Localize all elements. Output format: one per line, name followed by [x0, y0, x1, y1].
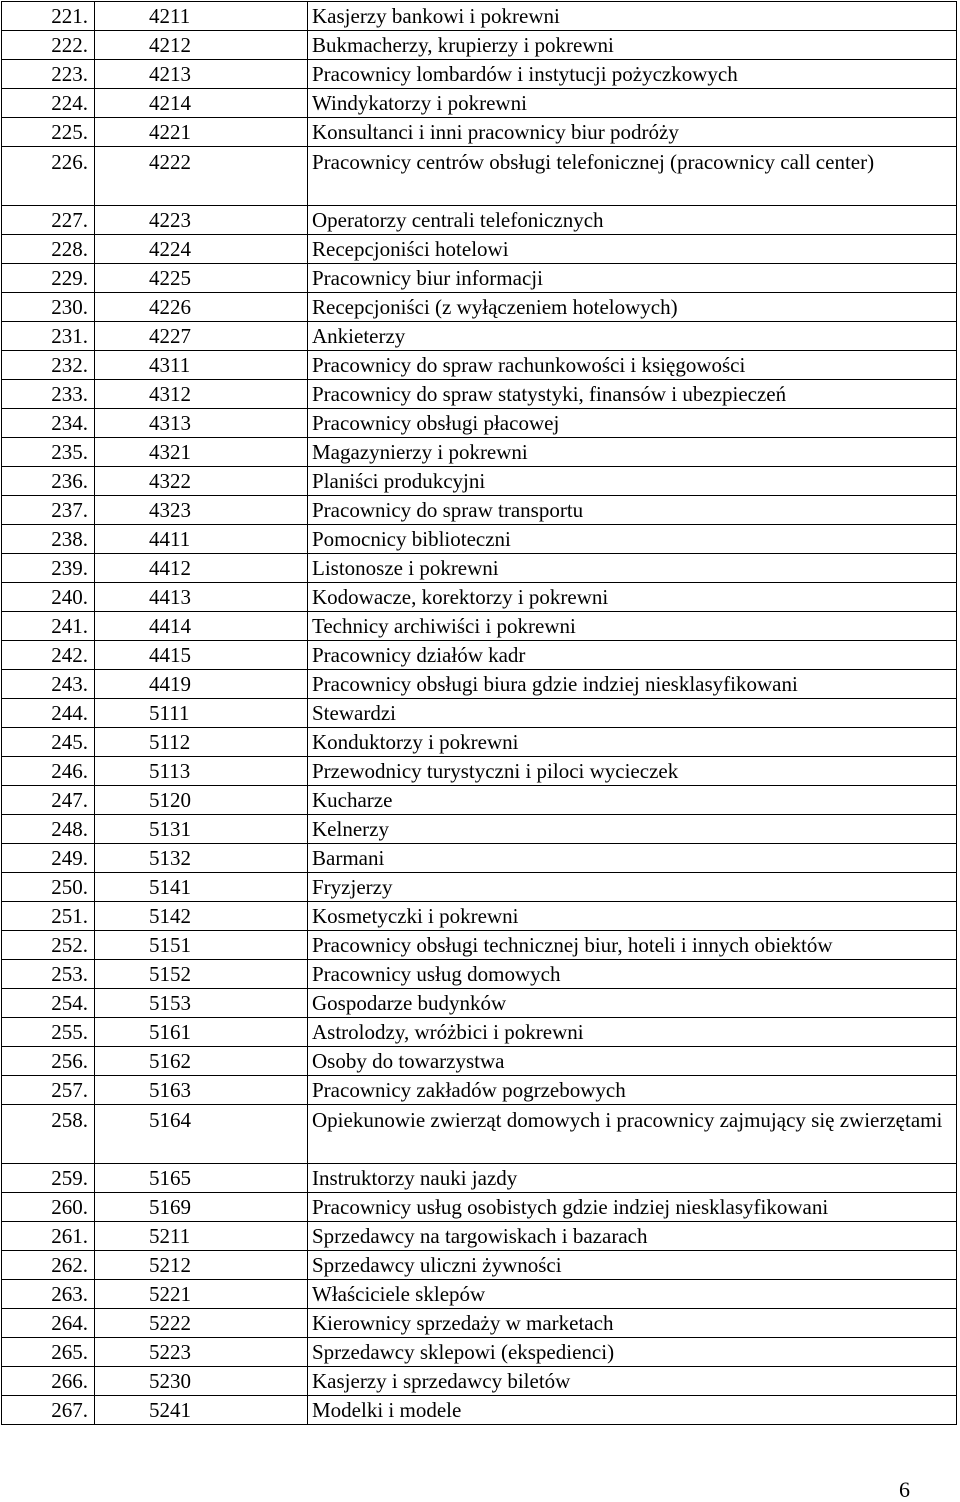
- table-row: [2, 264, 957, 293]
- table-row: [2, 206, 957, 235]
- occupation-name-cell: Kosmetyczki i pokrewni: [308, 902, 957, 931]
- row-number-cell: 230.: [2, 293, 95, 322]
- row-number-cell: 250.: [2, 873, 95, 902]
- occupation-name-cell: Recepcjoniści hotelowi: [308, 235, 957, 264]
- occupation-code-cell: 4226: [95, 293, 308, 322]
- row-number-cell: 242.: [2, 641, 95, 670]
- table-row: [2, 235, 957, 264]
- occupation-code-cell: 5113: [95, 757, 308, 786]
- occupation-code-cell: 5223: [95, 1338, 308, 1367]
- occupation-code-cell: 5211: [95, 1222, 308, 1251]
- table-row: [2, 322, 957, 351]
- row-number-cell: 244.: [2, 699, 95, 728]
- table-row: [2, 1280, 957, 1309]
- table-row: [2, 60, 957, 89]
- occupation-name-cell: Kasjerzy bankowi i pokrewni: [308, 2, 957, 31]
- row-number-cell: 222.: [2, 31, 95, 60]
- row-number-cell: 263.: [2, 1280, 95, 1309]
- row-number-cell: 233.: [2, 380, 95, 409]
- occupation-code-cell: 5132: [95, 844, 308, 873]
- occupation-code-cell: 4221: [95, 118, 308, 147]
- row-number-cell: 254.: [2, 989, 95, 1018]
- row-number-cell: 255.: [2, 1018, 95, 1047]
- row-number-cell: 260.: [2, 1193, 95, 1222]
- row-number-cell: 259.: [2, 1164, 95, 1193]
- occupation-code-cell: 5162: [95, 1047, 308, 1076]
- occupation-name-cell: Magazynierzy i pokrewni: [308, 438, 957, 467]
- occupation-name-cell: Planiści produkcyjni: [308, 467, 957, 496]
- occupation-table: [1, 1, 957, 1425]
- table-row: [2, 438, 957, 467]
- row-number-cell: 256.: [2, 1047, 95, 1076]
- occupation-name-cell: Technicy archiwiści i pokrewni: [308, 612, 957, 641]
- row-number-cell: 234.: [2, 409, 95, 438]
- occupation-code-cell: 4312: [95, 380, 308, 409]
- row-number-cell: 262.: [2, 1251, 95, 1280]
- row-number-cell: 225.: [2, 118, 95, 147]
- table-row: [2, 1338, 957, 1367]
- row-number-cell: 241.: [2, 612, 95, 641]
- row-number-cell: 251.: [2, 902, 95, 931]
- occupation-code-cell: 5151: [95, 931, 308, 960]
- row-number-cell: 228.: [2, 235, 95, 264]
- row-number-cell: 252.: [2, 931, 95, 960]
- table-row: [2, 844, 957, 873]
- occupation-code-cell: 4227: [95, 322, 308, 351]
- occupation-name-cell: Pracownicy obsługi płacowej: [308, 409, 957, 438]
- occupation-code-cell: 4412: [95, 554, 308, 583]
- occupation-code-cell: 5142: [95, 902, 308, 931]
- occupation-code-cell: 4419: [95, 670, 308, 699]
- occupation-name-cell: Operatorzy centrali telefonicznych: [308, 206, 957, 235]
- row-number-cell: 261.: [2, 1222, 95, 1251]
- occupation-code-cell: 5164: [95, 1105, 308, 1164]
- occupation-name-cell: Pracownicy zakładów pogrzebowych: [308, 1076, 957, 1105]
- row-number-cell: 237.: [2, 496, 95, 525]
- table-row: [2, 1193, 957, 1222]
- occupation-name-cell: Kodowacze, korektorzy i pokrewni: [308, 583, 957, 612]
- occupation-code-cell: 5212: [95, 1251, 308, 1280]
- occupation-name-cell: Pracownicy do spraw transportu: [308, 496, 957, 525]
- occupation-name-cell: Właściciele sklepów: [308, 1280, 957, 1309]
- occupation-code-cell: 5141: [95, 873, 308, 902]
- occupation-code-cell: 5111: [95, 699, 308, 728]
- occupation-name-cell: Sprzedawcy na targowiskach i bazarach: [308, 1222, 957, 1251]
- table-row: [2, 1309, 957, 1338]
- table-row: [2, 1367, 957, 1396]
- occupation-code-cell: 4222: [95, 147, 308, 206]
- occupation-name-cell: Sprzedawcy sklepowi (ekspedienci): [308, 1338, 957, 1367]
- page-number: 6: [899, 1477, 910, 1502]
- occupation-name-cell: Pracownicy obsługi biura gdzie indziej niesklasyfikowani: [308, 670, 957, 699]
- occupation-code-cell: 5230: [95, 1367, 308, 1396]
- table-row: [2, 989, 957, 1018]
- table-row: [2, 31, 957, 60]
- row-number-cell: 236.: [2, 467, 95, 496]
- occupation-name-cell: Pracownicy biur informacji: [308, 264, 957, 293]
- occupation-code-cell: 4212: [95, 31, 308, 60]
- table-row: [2, 786, 957, 815]
- table-row: [2, 89, 957, 118]
- row-number-cell: 265.: [2, 1338, 95, 1367]
- table-row: [2, 670, 957, 699]
- table-row: [2, 1222, 957, 1251]
- occupation-code-cell: 4213: [95, 60, 308, 89]
- row-number-cell: 264.: [2, 1309, 95, 1338]
- table-row: [2, 902, 957, 931]
- occupation-code-cell: 4311: [95, 351, 308, 380]
- occupation-code-cell: 4411: [95, 525, 308, 554]
- occupation-name-cell: Gospodarze budynków: [308, 989, 957, 1018]
- row-number-cell: 232.: [2, 351, 95, 380]
- row-number-cell: 231.: [2, 322, 95, 351]
- occupation-name-cell: Bukmacherzy, krupierzy i pokrewni: [308, 31, 957, 60]
- occupation-code-cell: 4214: [95, 89, 308, 118]
- occupation-code-cell: 4224: [95, 235, 308, 264]
- occupation-code-cell: 5221: [95, 1280, 308, 1309]
- table-row: [2, 757, 957, 786]
- occupation-name-cell: Listonosze i pokrewni: [308, 554, 957, 583]
- table-row: [2, 409, 957, 438]
- occupation-name-cell: Pracownicy działów kadr: [308, 641, 957, 670]
- row-number-cell: 227.: [2, 206, 95, 235]
- occupation-code-cell: 4313: [95, 409, 308, 438]
- table-row: [2, 583, 957, 612]
- table-row: [2, 1164, 957, 1193]
- row-number-cell: 253.: [2, 960, 95, 989]
- occupation-name-cell: Fryzjerzy: [308, 873, 957, 902]
- row-number-cell: 246.: [2, 757, 95, 786]
- table-row: [2, 728, 957, 757]
- occupation-name-cell: Sprzedawcy uliczni żywności: [308, 1251, 957, 1280]
- occupation-code-cell: 4322: [95, 467, 308, 496]
- row-number-cell: 221.: [2, 2, 95, 31]
- occupation-code-cell: 5131: [95, 815, 308, 844]
- occupation-name-cell: Kasjerzy i sprzedawcy biletów: [308, 1367, 957, 1396]
- row-number-cell: 266.: [2, 1367, 95, 1396]
- occupation-code-cell: 4414: [95, 612, 308, 641]
- row-number-cell: 240.: [2, 583, 95, 612]
- row-number-cell: 238.: [2, 525, 95, 554]
- occupation-code-cell: 4323: [95, 496, 308, 525]
- table-row: [2, 1076, 957, 1105]
- table-row: [2, 293, 957, 322]
- row-number-cell: 248.: [2, 815, 95, 844]
- occupation-code-cell: 4321: [95, 438, 308, 467]
- occupation-name-cell: Ankieterzy: [308, 322, 957, 351]
- occupation-name-cell: Kelnerzy: [308, 815, 957, 844]
- occupation-code-cell: 4413: [95, 583, 308, 612]
- row-number-cell: 229.: [2, 264, 95, 293]
- table-row: [2, 380, 957, 409]
- occupation-name-cell: Barmani: [308, 844, 957, 873]
- table-row: [2, 1105, 957, 1164]
- row-number-cell: 226.: [2, 147, 95, 206]
- occupation-code-cell: 5161: [95, 1018, 308, 1047]
- occupation-code-cell: 4225: [95, 264, 308, 293]
- table-row: [2, 612, 957, 641]
- occupation-table-body: [2, 2, 957, 1425]
- occupation-name-cell: Astrolodzy, wróżbici i pokrewni: [308, 1018, 957, 1047]
- table-row: [2, 351, 957, 380]
- row-number-cell: 235.: [2, 438, 95, 467]
- occupation-name-cell: Modelki i modele: [308, 1396, 957, 1425]
- occupation-name-cell: Instruktorzy nauki jazdy: [308, 1164, 957, 1193]
- table-row: [2, 525, 957, 554]
- row-number-cell: 239.: [2, 554, 95, 583]
- occupation-code-cell: 5241: [95, 1396, 308, 1425]
- occupation-name-cell: Pracownicy do spraw statystyki, finansów i ubezpieczeń: [308, 380, 957, 409]
- occupation-name-cell: Recepcjoniści (z wyłączeniem hotelowych): [308, 293, 957, 322]
- table-row: [2, 960, 957, 989]
- table-row: [2, 118, 957, 147]
- occupation-name-cell: Kucharze: [308, 786, 957, 815]
- occupation-name-cell: Windykatorzy i pokrewni: [308, 89, 957, 118]
- table-row: [2, 641, 957, 670]
- occupation-name-cell: Pracownicy centrów obsługi telefonicznej (pracownicy call center): [308, 147, 957, 206]
- occupation-name-cell: Opiekunowie zwierząt domowych i pracownicy zajmujący się zwierzętami: [308, 1105, 957, 1164]
- occupation-code-cell: 5120: [95, 786, 308, 815]
- table-row: [2, 1018, 957, 1047]
- occupation-name-cell: Przewodnicy turystyczni i piloci wycieczek: [308, 757, 957, 786]
- occupation-code-cell: 5153: [95, 989, 308, 1018]
- occupation-name-cell: Osoby do towarzystwa: [308, 1047, 957, 1076]
- occupation-name-cell: Pracownicy do spraw rachunkowości i księgowości: [308, 351, 957, 380]
- occupation-name-cell: Pomocnicy biblioteczni: [308, 525, 957, 554]
- table-row: [2, 496, 957, 525]
- table-row: [2, 1396, 957, 1425]
- occupation-code-cell: 5163: [95, 1076, 308, 1105]
- table-row: [2, 2, 957, 31]
- occupation-code-cell: 5112: [95, 728, 308, 757]
- row-number-cell: 249.: [2, 844, 95, 873]
- row-number-cell: 223.: [2, 60, 95, 89]
- table-row: [2, 1047, 957, 1076]
- occupation-code-cell: 4223: [95, 206, 308, 235]
- row-number-cell: 257.: [2, 1076, 95, 1105]
- table-row: [2, 873, 957, 902]
- occupation-code-cell: 5152: [95, 960, 308, 989]
- row-number-cell: 243.: [2, 670, 95, 699]
- occupation-code-cell: 4211: [95, 2, 308, 31]
- occupation-name-cell: Pracownicy usług osobistych gdzie indziej niesklasyfikowani: [308, 1193, 957, 1222]
- row-number-cell: 224.: [2, 89, 95, 118]
- occupation-name-cell: Pracownicy obsługi technicznej biur, hoteli i innych obiektów: [308, 931, 957, 960]
- table-row: [2, 931, 957, 960]
- row-number-cell: 267.: [2, 1396, 95, 1425]
- table-row: [2, 147, 957, 206]
- occupation-code-cell: 5165: [95, 1164, 308, 1193]
- occupation-name-cell: Stewardzi: [308, 699, 957, 728]
- occupation-code-cell: 5222: [95, 1309, 308, 1338]
- occupation-name-cell: Pracownicy usług domowych: [308, 960, 957, 989]
- occupation-code-cell: 4415: [95, 641, 308, 670]
- row-number-cell: 258.: [2, 1105, 95, 1164]
- occupation-name-cell: Pracownicy lombardów i instytucji pożyczkowych: [308, 60, 957, 89]
- row-number-cell: 247.: [2, 786, 95, 815]
- row-number-cell: 245.: [2, 728, 95, 757]
- table-row: [2, 554, 957, 583]
- table-row: [2, 699, 957, 728]
- table-row: [2, 467, 957, 496]
- table-row: [2, 1251, 957, 1280]
- occupation-name-cell: Konduktorzy i pokrewni: [308, 728, 957, 757]
- occupation-code-cell: 5169: [95, 1193, 308, 1222]
- occupation-name-cell: Konsultanci i inni pracownicy biur podróży: [308, 118, 957, 147]
- occupation-name-cell: Kierownicy sprzedaży w marketach: [308, 1309, 957, 1338]
- table-row: [2, 815, 957, 844]
